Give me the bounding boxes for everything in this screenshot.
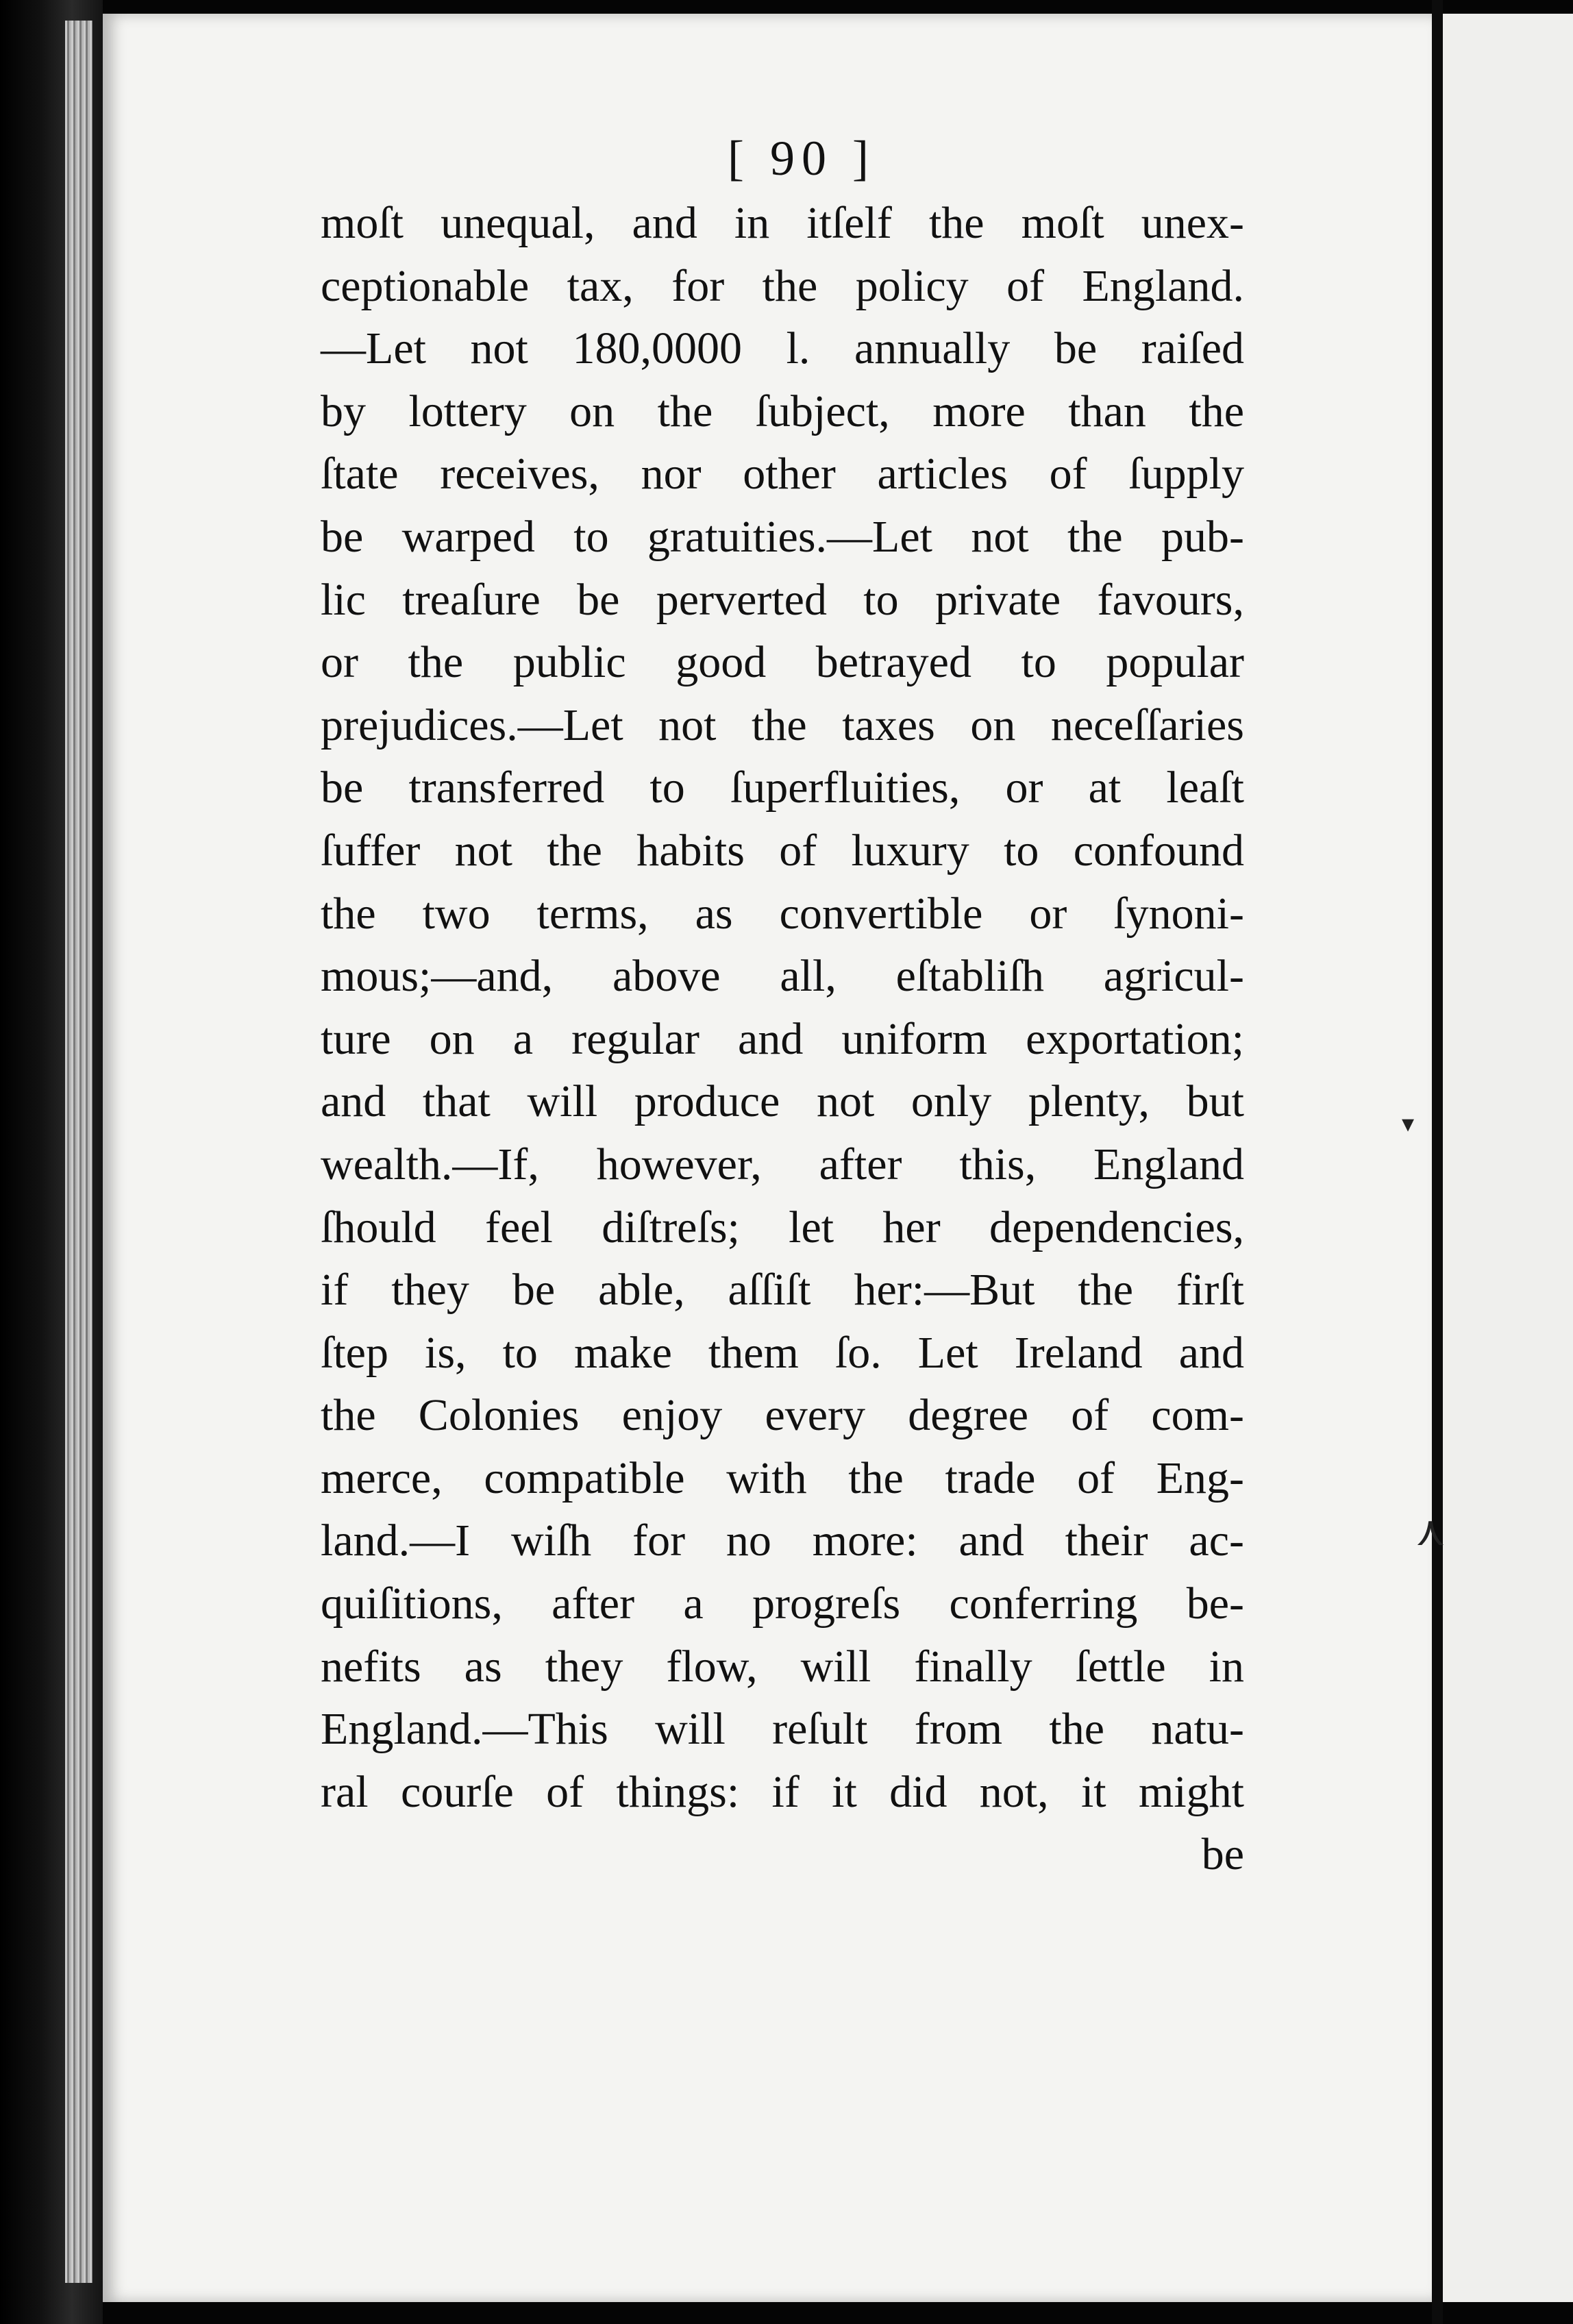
text-line: England.—This will reſult from the natu- — [321, 1704, 1244, 1755]
left-page-edge — [0, 0, 103, 2324]
text-line: lic treaſure be perverted to private favours, — [321, 574, 1244, 625]
text-line: moſt unequal, and in itſelf the moſt unex- — [321, 198, 1244, 248]
text-line: wealth.—If, however, after this, England — [321, 1139, 1244, 1189]
page-block-edges — [65, 21, 92, 2283]
text-line: prejudices.—Let not the taxes on neceſſaries — [321, 700, 1244, 750]
text-line: land.—I wiſh for no more: and their ac- — [321, 1516, 1244, 1566]
text-line: ſtep is, to make them ſo. Let Ireland and — [321, 1327, 1244, 1378]
text-line: ture on a regular and uniform exportation; — [321, 1013, 1244, 1064]
text-line: the two terms, as convertible or ſynoni- — [321, 888, 1244, 939]
text-line: be warped to gratuities.—Let not the pub- — [321, 511, 1244, 562]
text-line: ſuffer not the habits of luxury to confound — [321, 825, 1244, 876]
text-line: merce, compatible with the trade of Eng- — [321, 1452, 1244, 1503]
text-line: ſtate receives, nor other articles of ſupply — [321, 449, 1244, 499]
arrow-mark-icon: ⋏ — [1415, 1507, 1446, 1555]
text-line: and that will produce not only plenty, but — [321, 1076, 1244, 1127]
text-line: by lottery on the ſubject, more than the — [321, 386, 1244, 436]
text-line: ral courſe of things: if it did not, it might — [321, 1766, 1244, 1817]
page-body-text — [321, 192, 1244, 1886]
text-line: ceptionable tax, for the policy of England. — [321, 260, 1244, 311]
text-line: —Let not 180,0000 l. annually be raiſed — [321, 323, 1244, 374]
catchword: be — [1201, 1829, 1244, 1880]
text-line: nefits as they flow, will finally ſettle in — [321, 1641, 1244, 1692]
book-gutter — [1432, 0, 1443, 2324]
text-line: ſhould feel diſtreſs; let her dependencies, — [321, 1202, 1244, 1252]
text-line: or the public good betrayed to popular — [321, 637, 1244, 688]
page-number-header: [ 90 ] — [728, 131, 876, 186]
text-line: quiſitions, after a progreſs conferring be- — [321, 1579, 1244, 1629]
text-line: be transferred to ſuperfluities, or at leaſt — [321, 763, 1244, 813]
facing-page-edge — [1402, 14, 1573, 2302]
text-line: the Colonies enjoy every degree of com- — [321, 1390, 1244, 1441]
text-line: if they be able, aſſiſt her:—But the firſt — [321, 1265, 1244, 1315]
text-line: mous;—and, above all, eſtabliſh agricul- — [321, 951, 1244, 1002]
arrow-mark-icon: ▾ — [1402, 1110, 1415, 1138]
